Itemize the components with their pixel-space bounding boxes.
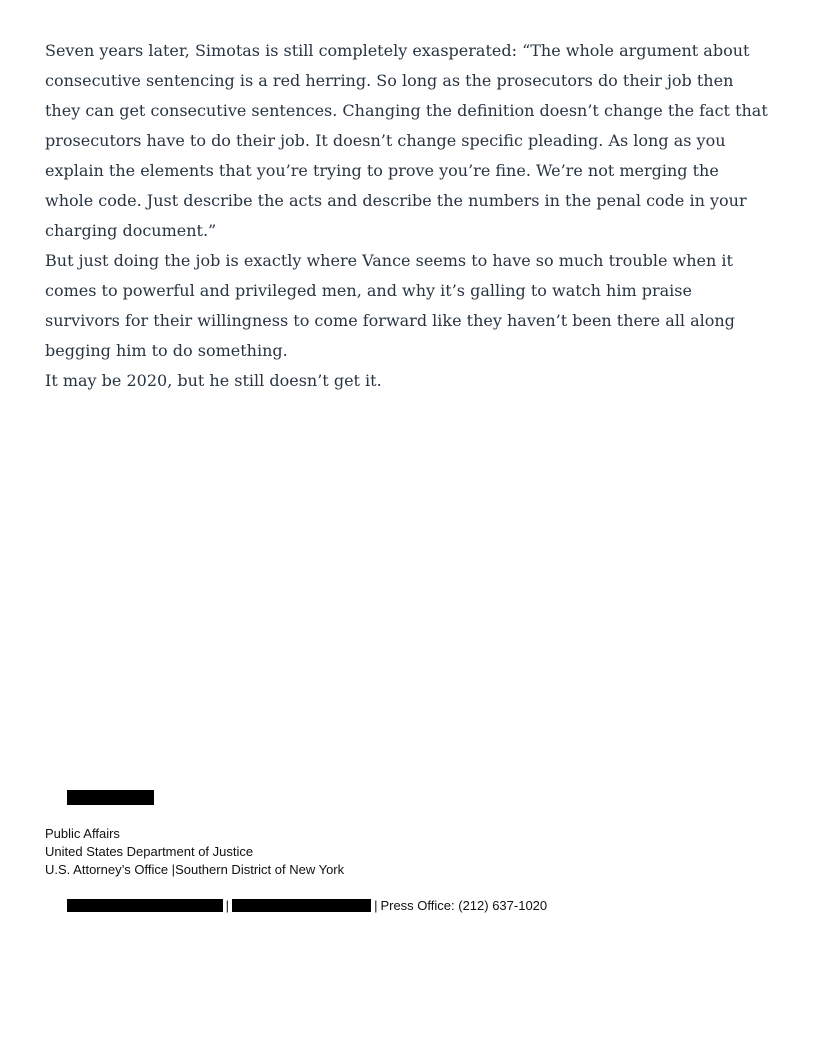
redaction-bar-contact-right [232, 899, 371, 912]
redaction-bar-name [67, 790, 154, 805]
article-body [45, 36, 771, 396]
article-paragraph-3: It may be 2020, but he still doesn’t get it. [45, 371, 382, 390]
separator-pipe: | [225, 898, 230, 913]
redacted-name-line [45, 771, 547, 825]
contact-department: United States Department of Justice [45, 844, 254, 859]
article-paragraph-1: Seven years later, Simotas is still completely exasperated: “The whole argument about consecutive sentencing is a red herring. So long as the prosecutors do their job then they can get consecutive sentences. Changing the definition doesn’t change the fact that prosecutors have to do their job. It doesn’t change specific pleading. As long as you explain the elements that you’re trying to prove you’re fine. We’re not merging the whole code. Just describe the acts and describe the numbers in the penal code in your charging document.” [45, 41, 768, 240]
separator-pipe: | [374, 898, 378, 913]
contact-district-line: U.S. Attorney’s Office |Southern District of New York [45, 862, 345, 877]
doj-contact-block [45, 771, 547, 933]
redaction-bar-contact-left [67, 899, 223, 912]
article-paragraph-2: But just doing the job is exactly where Vance seems to have so much trouble when it comes to powerful and privileged men, and why it’s galling to watch him praise survivors for their willingness to come forward like they haven’t been there all along begging him to do something. [45, 251, 735, 360]
contact-office: Public Affairs [45, 826, 120, 841]
press-office-text: Press Office: (212) 637-1020 [380, 898, 548, 913]
contact-press-line [45, 879, 547, 933]
